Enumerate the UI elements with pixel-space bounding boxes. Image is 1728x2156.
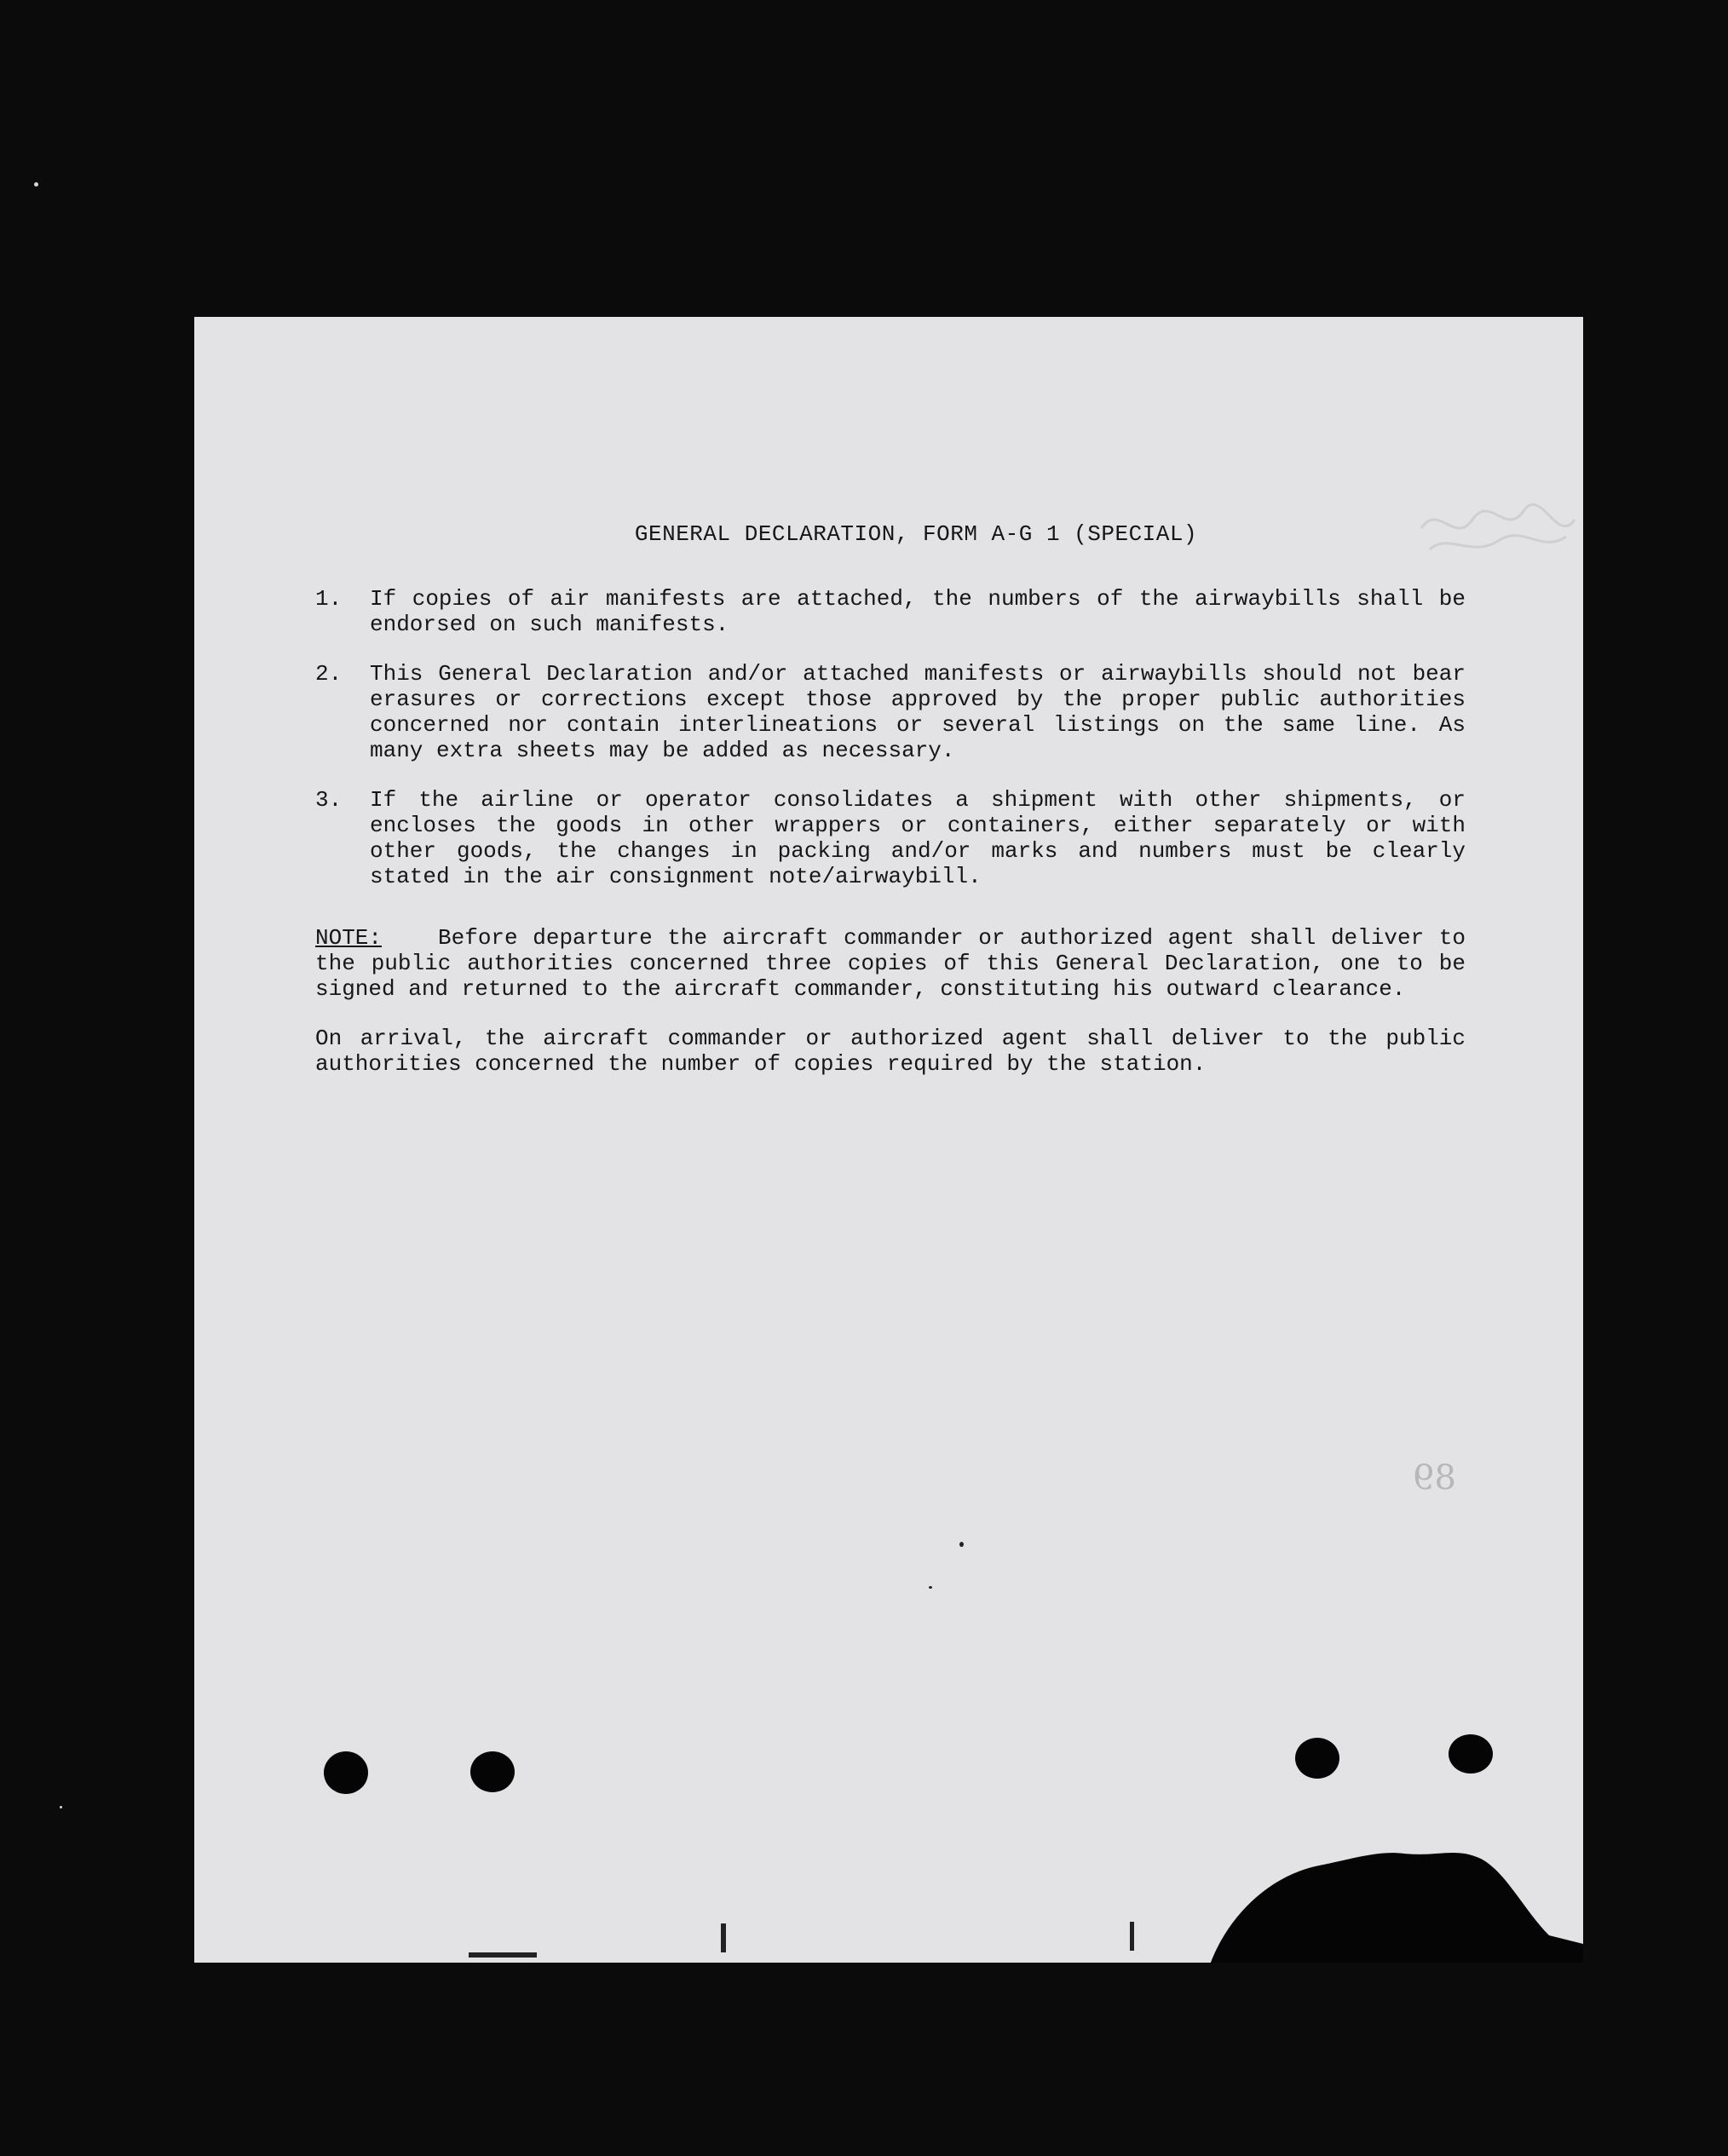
stray-mark bbox=[1130, 1922, 1134, 1951]
stray-mark bbox=[929, 1586, 932, 1589]
stray-mark bbox=[721, 1923, 726, 1952]
scan-speck bbox=[34, 182, 38, 187]
item-text: This General Declaration and/or attached manifests or airwaybills should not bear erasures or corrections except those approved by the proper public authorities concerned nor contain interlineations or several listings on the same line. As many extra sheets may be added as necessary. bbox=[370, 661, 1466, 763]
item-text: If the airline or operator consolidates a shipment with other shipments, or encloses the goods in other wrappers or containers, either separately or with other goods, the changes in packing and/or marks and numbers must be clearly stated in the air consignment note/airwaybill. bbox=[370, 787, 1466, 889]
stray-mark bbox=[959, 1542, 964, 1547]
note-text: Before departure the aircraft commander or authorized agent shall deliver to the public authorities concerned three copies of this General Declaration, one to be signed and returned to the aircraft commander, constituting his outward clearance. bbox=[315, 925, 1466, 1002]
note-paragraph bbox=[315, 925, 1466, 1002]
punch-hole bbox=[470, 1751, 515, 1792]
bleed-through-mark: 89 bbox=[1413, 1458, 1456, 1498]
torn-edge bbox=[1208, 1765, 1583, 1963]
document-title: GENERAL DECLARATION, FORM A-G 1 (SPECIAL) bbox=[634, 521, 1198, 547]
item-number: 3. bbox=[315, 787, 343, 813]
scan-speck bbox=[60, 1806, 62, 1808]
stray-mark bbox=[469, 1952, 537, 1958]
instruction-item-3 bbox=[315, 787, 1466, 889]
note-label: NOTE: bbox=[315, 925, 383, 951]
item-number: 2. bbox=[315, 661, 343, 687]
instruction-item-2 bbox=[315, 661, 1466, 763]
item-text: If copies of air manifests are attached, the numbers of the airwaybills shall be endorsed on such manifests. bbox=[370, 586, 1466, 637]
document-page bbox=[194, 317, 1583, 1963]
punch-hole bbox=[324, 1751, 368, 1794]
arrival-paragraph: On arrival, the aircraft commander or authorized agent shall deliver to the public authorities concerned the number of copies required by the station. bbox=[315, 1026, 1466, 1077]
item-number: 1. bbox=[315, 586, 343, 612]
instruction-item-1 bbox=[315, 586, 1466, 637]
document-content bbox=[315, 521, 1466, 1077]
